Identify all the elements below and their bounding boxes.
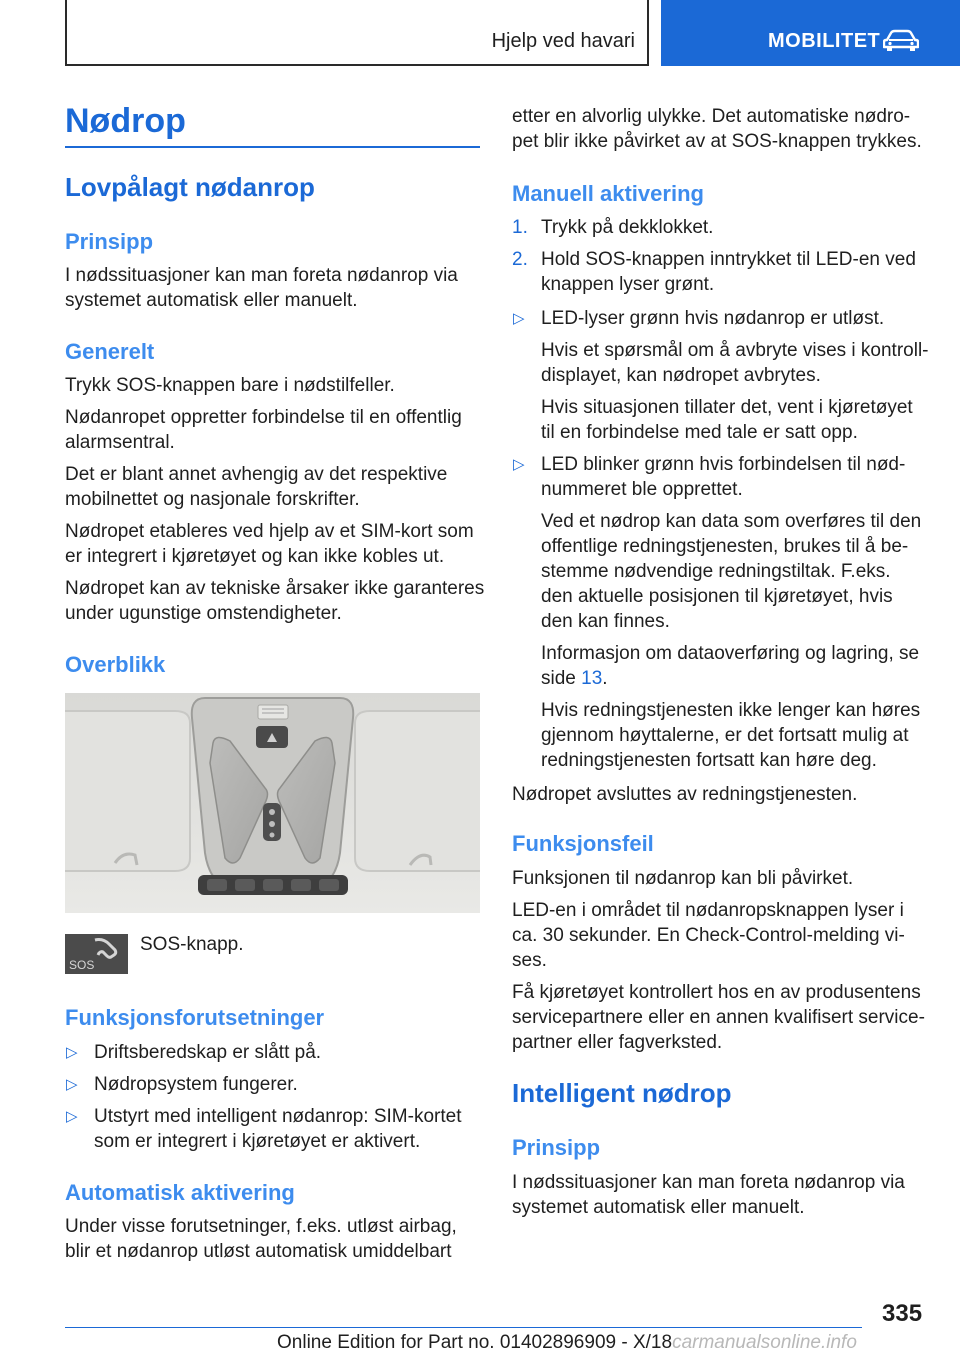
bullet-triangle-icon: ▷ <box>66 1076 78 1093</box>
continued-text-line: pet blir ikke påvirket av at SOS-knappen trykkes. <box>512 131 922 152</box>
automatic-text-line: blir et nødanrop utløst automatisk umiddelbart <box>65 1241 452 1262</box>
subheading-principle: Prinsipp <box>65 229 154 254</box>
general-text-line: Trykk SOS-knappen bare i nødstilfeller. <box>65 375 395 396</box>
subheading-general: Generelt <box>65 339 155 364</box>
bullet-subtext: den aktuelle posisjonen til kjøretøyet, hvis <box>541 586 893 607</box>
bullet-subtext: Hvis et spørsmål om å avbryte vises i kontroll- <box>541 340 929 361</box>
step-text: Trykk på dekklokket. <box>541 217 714 238</box>
header-chapter-tab <box>661 0 960 66</box>
subheading-malfunction: Funksjonsfeil <box>512 831 654 856</box>
step-text: Hold SOS-knappen inntrykket til LED-en ved <box>541 249 916 270</box>
malfunction-text-line: Få kjøretøyet kontrollert hos en av produsentens <box>512 982 921 1003</box>
bullet-text: LED-lyser grønn hvis nødanrop er utløst. <box>541 308 885 329</box>
overhead-console-photo <box>65 693 480 913</box>
step-number: 1. <box>512 217 528 238</box>
step-number: 2. <box>512 249 528 270</box>
bullet-triangle-icon: ▷ <box>66 1108 78 1125</box>
bullet-subtext: offentlige redningstjenesten, brukes til å be- <box>541 536 909 557</box>
principle-text-line: systemet automatisk eller manuelt. <box>512 1197 805 1218</box>
subheading-automatic-activation: Automatisk aktivering <box>65 1180 295 1205</box>
header-section-title: Hjelp ved havari <box>491 30 635 52</box>
sos-button-icon <box>65 934 128 974</box>
general-text-line: Nødanropet oppretter forbindelse til en offentlig <box>65 407 462 428</box>
bullet-triangle-icon: ▷ <box>66 1044 78 1061</box>
end-text: Nødropet avsluttes av redningstjenesten. <box>512 784 858 805</box>
principle-text-line: I nødssituasjoner kan man foreta nødanrop via <box>65 265 458 286</box>
continued-text-line: etter en alvorlig ulykke. Det automatiske nødro- <box>512 106 911 127</box>
automatic-text-line: Under visse forutsetninger, f.eks. utløst airbag, <box>65 1216 457 1237</box>
malfunction-text-line: ca. 30 sekunder. En Check-Control-melding vi- <box>512 925 905 946</box>
bullet-subtext: Informasjon om dataoverføring og lagring, se <box>541 643 920 664</box>
general-text-line: Nødropet kan av tekniske årsaker ikke garanteres <box>65 578 485 599</box>
bullet-subtext: . <box>602 668 608 689</box>
bullet-subtext-with-link <box>541 666 608 691</box>
general-text-line: Det er blant annet avhengig av det respektive <box>65 464 448 485</box>
general-text-line: mobilnettet og nasjonale forskrifter. <box>65 489 360 510</box>
bullet-text: LED blinker grønn hvis forbindelsen til nød- <box>541 454 906 475</box>
header-chapter-title: MOBILITET <box>768 30 881 52</box>
bullet-subtext: redningstjenesten fortsatt kan høre deg. <box>541 750 877 771</box>
malfunction-text-line: partner eller fagverksted. <box>512 1032 723 1053</box>
sos-caption: SOS-knapp. <box>140 934 244 955</box>
prerequisite-item: Nødropsystem fungerer. <box>94 1074 298 1095</box>
bullet-subtext: Hvis situasjonen tillater det, vent i kjøretøyet <box>541 397 913 418</box>
bullet-text: nummeret ble opprettet. <box>541 479 743 500</box>
bullet-subtext: den kan finnes. <box>541 611 670 632</box>
title-divider <box>65 146 480 148</box>
sos-icon-text: SOS <box>69 958 95 972</box>
footer-divider <box>65 1327 862 1328</box>
bullet-subtext: gjennom høyttalerne, er det fortsatt mulig at <box>541 725 909 746</box>
general-text-line: under ugunstige omstendigheter. <box>65 603 342 624</box>
bullet-triangle-icon: ▷ <box>513 310 525 327</box>
bullet-subtext: side <box>541 668 582 689</box>
subheading-principle: Prinsipp <box>512 1135 601 1160</box>
bullet-subtext: stemme nødvendige redningstiltak. F.eks. <box>541 561 891 582</box>
page-reference-link[interactable]: 13 <box>581 668 603 689</box>
footer-edition-text: Online Edition for Part no. 01402896909 - X/18 <box>277 1332 673 1353</box>
malfunction-text-line: ses. <box>512 950 547 971</box>
header-section-tab <box>65 0 649 66</box>
footer-watermark: carmanualsonline.info <box>672 1332 857 1353</box>
general-text-line: er integrert i kjøretøyet og kan ikke kobles ut. <box>65 546 445 567</box>
bullet-subtext: Hvis redningstjenesten ikke lenger kan høres <box>541 700 921 721</box>
prerequisite-item: som er integrert i kjøretøyet er aktivert. <box>94 1131 421 1152</box>
section-heading-intelligent-call: Intelligent nødrop <box>512 1078 732 1108</box>
principle-text-line: I nødssituasjoner kan man foreta nødanrop via <box>512 1172 905 1193</box>
section-heading-mandatory-call: Lovpålagt nødanrop <box>65 172 315 202</box>
general-text-line: alarmsentral. <box>65 432 175 453</box>
bullet-subtext: displayet, kan nødropet avbrytes. <box>541 365 821 386</box>
malfunction-text-line: servicepartnere eller en annen kvalifisert service- <box>512 1007 925 1028</box>
bullet-triangle-icon: ▷ <box>513 456 525 473</box>
general-text-line: Nødropet etableres ved hjelp av et SIM-kort som <box>65 521 474 542</box>
malfunction-text-line: LED-en i området til nødanropsknappen lyser i <box>512 900 904 921</box>
bullet-subtext: Ved et nødrop kan data som overføres til den <box>541 511 922 532</box>
prerequisite-item: Driftsberedskap er slått på. <box>94 1042 322 1063</box>
subheading-overview: Overblikk <box>65 652 166 677</box>
malfunction-text-line: Funksjonen til nødanrop kan bli påvirket. <box>512 868 854 889</box>
footer-edition <box>277 1332 857 1354</box>
page-number: 335 <box>882 1300 923 1327</box>
car-icon <box>883 28 919 52</box>
prerequisite-item: Utstyrt med intelligent nødanrop: SIM-kortet <box>94 1106 462 1127</box>
subheading-prerequisites: Funksjonsforutsetninger <box>65 1005 325 1030</box>
principle-text-line: systemet automatisk eller manuelt. <box>65 290 358 311</box>
bullet-subtext: til en forbindelse med tale er satt opp. <box>541 422 858 443</box>
step-text: knappen lyser grønt. <box>541 274 715 295</box>
subheading-manual-activation: Manuell aktivering <box>512 181 704 206</box>
page-title: Nødrop <box>65 102 186 140</box>
